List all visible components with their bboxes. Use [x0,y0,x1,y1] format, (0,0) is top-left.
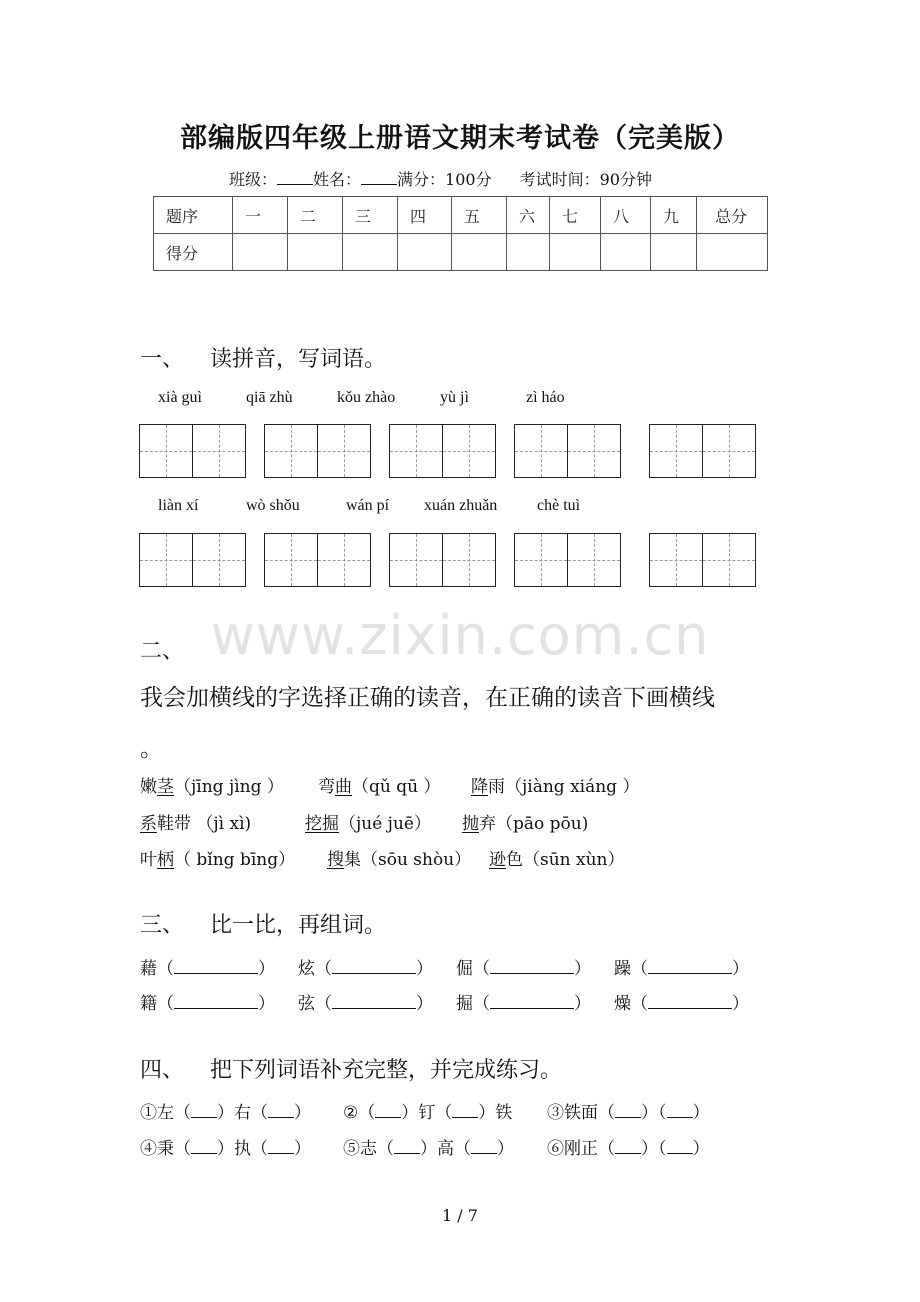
idiom-item[interactable]: ①左（ ）右（ ） [140,1103,311,1123]
underlined-char: 降 [471,777,488,797]
tianzige-box[interactable] [139,533,246,587]
underlined-char: 柄 [157,850,174,870]
exam-info-line [229,167,652,190]
word-group-item[interactable]: 倔（ ） [456,959,591,979]
score-table [153,196,768,271]
name-label: 姓名： [313,170,362,189]
score-header-cell: 二 [288,197,343,234]
reading-item: 系鞋带 （jì xì) [140,814,252,834]
score-cell[interactable] [398,234,452,271]
score-cell[interactable] [550,234,601,271]
pinyin-options: （jiàng xiáng ） [505,777,640,797]
score-cell[interactable] [288,234,343,271]
score-header-cell: 六 [507,197,550,234]
pinyin-options: （sōu shòu） [361,850,472,870]
score-cell[interactable] [233,234,288,271]
underlined-char: 挖掘 [305,814,339,834]
pinyin-label: xià guì [158,389,202,406]
score-cell[interactable] [651,234,697,271]
page-number: 1 / 7 [442,1206,478,1225]
pinyin-options: （sūn xùn） [523,850,625,870]
score-header-cell: 七 [550,197,601,234]
pinyin-label: zì háo [526,389,565,406]
score-table-score-row [154,234,768,271]
tianzige-box[interactable] [389,533,496,587]
pinyin-label: liàn xí [158,497,199,514]
reading-item [305,809,431,834]
tianzige-box[interactable] [264,424,371,478]
section1-heading [140,342,386,373]
score-header-cell: 一 [233,197,288,234]
score-header-cell: 九 [651,197,697,234]
score-header-cell: 总分 [697,197,768,234]
tianzige-box[interactable] [139,424,246,478]
word-group-item[interactable]: 炫（ ） [298,959,433,979]
reading-item: 搜集（sōu shòu） [327,850,472,870]
section4-title: 把下列词语补充完整，并完成练习。 [210,1058,563,1083]
name-blank[interactable] [361,171,397,185]
score-table-header-row [154,197,768,234]
pinyin-options: （jì xì) [191,814,252,834]
class-blank[interactable] [277,171,313,185]
score-header-cell: 三 [343,197,398,234]
section1-title: 读拼音，写词语。 [210,347,387,372]
underlined-char: 抛 [462,814,479,834]
reading-item: 嫩茎（jīng jìng ） [140,777,284,797]
word-group-item[interactable]: 藉（ ） [140,959,275,979]
score-cell[interactable] [343,234,398,271]
full-score: 满分：100分 [397,170,492,189]
idiom-item[interactable]: ④秉（ ）执（ ） [140,1139,311,1159]
reading-item: 降雨（jiàng xiáng ） [471,777,640,797]
watermark: www.zixin.com.cn [210,604,710,667]
section4-number: 四、 [140,1058,185,1083]
score-cell[interactable] [452,234,507,271]
word-group-item[interactable]: 弦（ ） [298,994,433,1014]
word-group-item[interactable]: 掘（ ） [456,994,591,1014]
exam-title: 部编版四年级上册语文期末考试卷（完美版） [180,123,740,154]
reading-item: 弯曲（qǔ qū ） [318,777,441,797]
score-header-cell: 四 [398,197,452,234]
idiom-item[interactable]: ③铁面（ ）（ ） [547,1103,710,1123]
pinyin-label: yù jì [440,389,469,406]
tianzige-box[interactable] [514,424,621,478]
underlined-char: 搜 [327,850,344,870]
tianzige-box[interactable] [389,424,496,478]
underlined-char: 茎 [157,777,174,797]
score-cell[interactable] [601,234,651,271]
score-cell[interactable] [507,234,550,271]
underlined-char: 曲 [335,777,352,797]
section2-instruction-end: 。 [140,736,163,762]
score-row-label: 得分 [154,234,233,271]
word-group-item[interactable]: 躁（ ） [614,959,749,979]
score-header-cell: 题序 [154,197,233,234]
pinyin-label: chè tuì [537,497,581,514]
pinyin-label: wò shǒu [246,497,300,514]
exam-time: 考试时间：90分钟 [519,170,652,189]
idiom-item[interactable]: ②（ ）钉（ ）铁 [343,1103,513,1123]
reading-item: 逊色（sūn xùn） [489,850,625,870]
score-cell[interactable] [697,234,768,271]
idiom-item[interactable]: ⑤志（ ）高（ ） [343,1139,514,1159]
pinyin-options: （jué juē） [339,814,431,834]
section3-title: 比一比，再组词。 [210,913,387,938]
tianzige-box[interactable] [514,533,621,587]
pinyin-label: qiā zhù [246,389,293,406]
pinyin-options: （pāo pōu) [496,814,589,834]
word-group-item[interactable]: 籍（ ） [140,994,275,1014]
tianzige-box[interactable] [264,533,371,587]
section3-heading [140,908,386,939]
reading-item: 抛弃（pāo pōu) [462,814,589,834]
tianzige-box[interactable] [649,533,756,587]
tianzige-box[interactable] [649,424,756,478]
score-header-cell: 八 [601,197,651,234]
pinyin-label: kǒu zhào [337,389,396,406]
section4-heading [140,1053,562,1084]
pinyin-label: xuán zhuǎn [424,497,498,514]
section3-number: 三、 [140,913,185,938]
idiom-item[interactable]: ⑥刚正（ ）（ ） [547,1139,710,1159]
section2-number: 二、 [140,639,185,664]
pinyin-options: （qǔ qū ） [352,777,441,797]
reading-item: 叶柄（ bǐng bīng） [140,850,296,870]
section2-instruction: 我会加横线的字选择正确的读音，在正确的读音下画横线 [140,685,715,711]
class-label: 班级： [229,170,278,189]
pinyin-options: （jīng jìng ） [174,777,284,797]
score-header-cell: 五 [452,197,507,234]
word-group-item[interactable]: 燥（ ） [614,994,749,1014]
pinyin-options: （ bǐng bīng） [174,850,296,870]
underlined-char: 系 [140,814,157,834]
pinyin-label: wán pí [346,497,390,514]
section1-number: 一、 [140,347,185,372]
underlined-char: 逊 [489,850,506,870]
